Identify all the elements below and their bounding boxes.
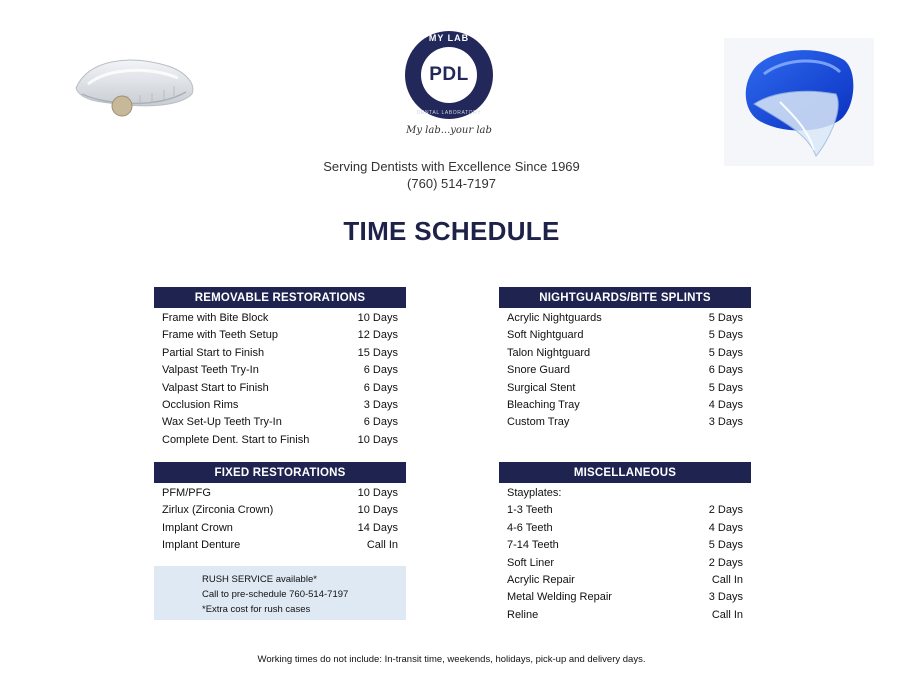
item-label: Talon Nightguard: [507, 346, 591, 359]
item-label: PFM/PFG: [162, 487, 211, 499]
logo-bottom-text: DENTAL LABORATORY: [416, 110, 482, 116]
list-item: [499, 310, 751, 327]
item-duration: 5 Days: [708, 381, 743, 394]
list-item: [154, 520, 406, 537]
rush-line-2: Call to pre-schedule 760-514-7197: [202, 589, 349, 600]
footnote: Working times do not include: In-transit time, weekends, holidays, pick-up and delivery days.: [257, 654, 646, 665]
item-duration: 5 Days: [708, 329, 743, 342]
list-item: [154, 537, 406, 554]
item-duration: 12 Days: [357, 329, 398, 342]
item-duration: 6 Days: [363, 381, 398, 394]
item-duration: 10 Days: [357, 312, 398, 324]
item-duration: 3 Days: [708, 591, 743, 604]
rush-line-1: RUSH SERVICE available*: [202, 574, 317, 585]
removable-rows: [154, 308, 406, 449]
item-label: Occlusion Rims: [162, 398, 239, 411]
list-item: [499, 362, 751, 379]
removable-section: [154, 287, 406, 449]
item-label: Reline: [507, 608, 539, 621]
list-item: [154, 485, 406, 502]
list-item: [154, 380, 406, 397]
fixed-rows: [154, 483, 406, 555]
list-item: [154, 327, 406, 344]
misc-section: [499, 462, 751, 624]
fixed-section: [154, 462, 406, 555]
item-label: Frame with Bite Block: [162, 312, 269, 324]
phone-number: (760) 514-7197: [407, 176, 496, 191]
list-item: [499, 589, 751, 606]
list-item: [499, 397, 751, 414]
list-item: [154, 397, 406, 414]
list-item: [499, 537, 751, 554]
list-item: [154, 432, 406, 449]
item-duration: 4 Days: [708, 398, 743, 411]
item-label: Soft Liner: [507, 556, 555, 569]
item-duration: 2 Days: [708, 504, 743, 517]
list-item: [154, 345, 406, 362]
nightguards-section: [499, 287, 751, 432]
list-item: [499, 414, 751, 431]
item-duration: 3 Days: [708, 416, 743, 429]
removable-heading: REMOVABLE RESTORATIONS: [154, 287, 406, 308]
list-item: [499, 520, 751, 537]
list-item: [499, 327, 751, 344]
list-item: [499, 345, 751, 362]
list-item: [499, 485, 751, 502]
item-duration: 15 Days: [357, 346, 398, 359]
item-label: Acrylic Nightguards: [507, 312, 602, 324]
list-item: [154, 414, 406, 431]
tagline: My lab...your lab: [406, 125, 492, 136]
item-label: Bleaching Tray: [507, 398, 580, 411]
item-duration: 5 Days: [708, 539, 743, 552]
list-item: [154, 310, 406, 327]
item-duration: 5 Days: [708, 346, 743, 359]
item-duration: 14 Days: [357, 521, 398, 534]
item-label: Soft Nightguard: [507, 329, 584, 342]
item-label: Wax Set-Up Teeth Try-In: [162, 416, 282, 429]
list-item: [154, 502, 406, 519]
list-item: [154, 362, 406, 379]
item-duration: 10 Days: [357, 504, 398, 517]
misc-rows: [499, 483, 751, 624]
page-title: TIME SCHEDULE: [343, 216, 560, 246]
pdl-logo: [405, 31, 493, 119]
item-duration: 6 Days: [363, 364, 398, 377]
item-label: 1-3 Teeth: [507, 504, 553, 517]
item-label: Valpast Start to Finish: [162, 381, 269, 394]
item-label: Implant Denture: [162, 539, 241, 552]
list-item: [499, 607, 751, 624]
rush-service-box: [154, 566, 406, 620]
item-label: Metal Welding Repair: [507, 591, 612, 604]
item-label: Custom Tray: [507, 416, 570, 429]
item-label: 7-14 Teeth: [507, 539, 559, 552]
item-label: Partial Start to Finish: [162, 346, 265, 359]
item-label: Valpast Teeth Try-In: [162, 364, 259, 377]
clear-nightguard-image: [68, 48, 201, 130]
item-duration: 10 Days: [357, 487, 398, 499]
fixed-heading: FIXED RESTORATIONS: [154, 462, 406, 483]
item-label: Complete Dent. Start to Finish: [162, 433, 310, 446]
item-label: Frame with Teeth Setup: [162, 329, 278, 342]
misc-heading: MISCELLANEOUS: [499, 462, 751, 483]
rush-line-3: *Extra cost for rush cases: [202, 604, 311, 615]
item-duration: 5 Days: [708, 312, 743, 324]
item-label: Surgical Stent: [507, 381, 576, 394]
item-label: Snore Guard: [507, 364, 570, 377]
logo-badge: [421, 47, 477, 103]
item-duration: 4 Days: [708, 521, 743, 534]
nightguards-heading: NIGHTGUARDS/BITE SPLINTS: [499, 287, 751, 308]
serving-text: Serving Dentists with Excellence Since 1969: [323, 159, 580, 174]
item-duration: Call In: [366, 539, 398, 552]
list-item: [499, 555, 751, 572]
list-item: [499, 502, 751, 519]
list-item: [499, 572, 751, 589]
item-label: Implant Crown: [162, 521, 233, 534]
item-label: Stayplates:: [507, 487, 562, 499]
item-duration: Call In: [711, 608, 743, 621]
item-label: 4-6 Teeth: [507, 521, 553, 534]
item-duration: 3 Days: [363, 398, 398, 411]
item-duration: Call In: [711, 573, 743, 586]
item-duration: 10 Days: [357, 433, 398, 446]
nightguards-rows: [499, 308, 751, 432]
logo-main-text: PDL: [429, 64, 469, 85]
list-item: [499, 380, 751, 397]
blue-bite-splint-image: [724, 38, 874, 166]
item-label: Zirlux (Zirconia Crown): [162, 504, 274, 517]
item-label: Acrylic Repair: [507, 573, 575, 586]
logo-top-text: MY LAB: [428, 33, 470, 43]
item-duration: 2 Days: [708, 556, 743, 569]
item-duration: 6 Days: [363, 416, 398, 429]
item-duration: 6 Days: [708, 364, 743, 377]
